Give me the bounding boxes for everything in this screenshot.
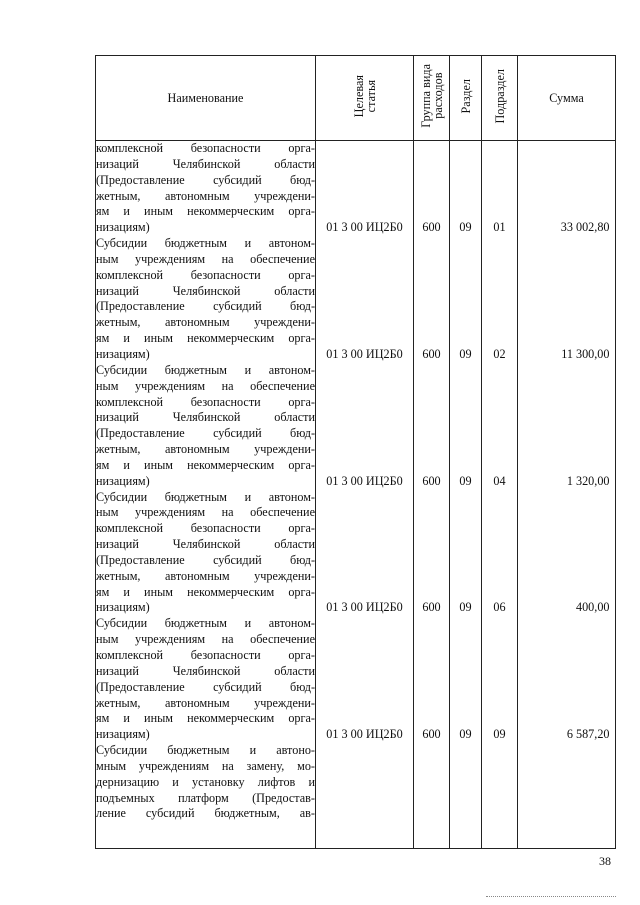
name-line: низаций Челябинской области: [96, 410, 315, 425]
name-line: ным учреждениям на обеспечение: [96, 505, 315, 520]
name-line: (Предоставление субсидий бюд-: [96, 679, 315, 694]
name-line: ям и иным некоммерческим орга-: [96, 711, 315, 726]
name-line: комплексной безопасности орга-: [96, 521, 315, 536]
row-group-value: 600: [422, 600, 441, 615]
name-line: низаций Челябинской области: [96, 283, 315, 298]
name-line: ям и иным некоммерческим орга-: [96, 457, 315, 472]
name-line: Субсидии бюджетным и автоном-: [96, 616, 315, 631]
name-line: Субсидии бюджетным и автоно-: [96, 743, 315, 758]
name-line: низациям): [96, 600, 150, 615]
name-line: низаций Челябинской области: [96, 156, 315, 171]
row-subsection-value: 09: [493, 727, 506, 742]
row-sum-value: 1 320,00: [566, 473, 610, 488]
name-line: низациям): [96, 346, 150, 361]
row-section-value: 09: [459, 346, 472, 361]
name-line: (Предоставление субсидий бюд-: [96, 172, 315, 187]
row-target-value: 01 3 00 ИЦ2Б0: [326, 220, 403, 235]
row-sum-value: 400,00: [575, 600, 610, 615]
row-section-value: 09: [459, 220, 472, 235]
name-line: (Предоставление субсидий бюд-: [96, 426, 315, 441]
name-line: жетным, автономным учреждени-: [96, 442, 315, 457]
name-line: комплексной безопасности орга-: [96, 648, 315, 662]
header-sum: Сумма: [518, 56, 616, 141]
row-target-value: 01 3 00 ИЦ2Б0: [326, 727, 403, 742]
row-group-value: 600: [422, 220, 441, 235]
row-group-value: 600: [422, 346, 441, 361]
header-target-article: Целевая статья: [316, 56, 414, 141]
name-line: жетным, автономным учреждени-: [96, 315, 315, 330]
header-section: Раздел: [450, 56, 482, 141]
row-subsection-value: 06: [493, 600, 506, 615]
row-section-value: 09: [459, 473, 472, 488]
page-number: 38: [599, 854, 611, 868]
header-expense-group: Группа вида расходов: [414, 56, 450, 141]
name-line: ным учреждениям на обеспечение: [96, 632, 315, 647]
name-line: подъемных платформ (Предостав-: [96, 790, 315, 805]
name-line: низаций Челябинской области: [96, 537, 315, 552]
row-subsection-value: 01: [493, 220, 506, 235]
row-target-value: 01 3 00 ИЦ2Б0: [326, 473, 403, 488]
row-section-value: 09: [459, 727, 472, 742]
name-line: жетным, автономным учреждени-: [96, 695, 315, 710]
row-target-value: 01 3 00 ИЦ2Б0: [326, 346, 403, 361]
row-sum-value: 6 587,20: [566, 727, 610, 742]
name-line: комплексной безопасности орга-: [96, 394, 315, 409]
name-line: ным учреждениям на обеспечение: [96, 378, 315, 393]
row-sum-value: 33 002,80: [560, 220, 610, 235]
name-line: низациям): [96, 220, 150, 235]
header-subsection: Подраздел: [482, 56, 518, 141]
header-name: Наименование: [96, 56, 316, 141]
row-group-value: 600: [422, 473, 441, 488]
name-line: жетным, автономным учреждени-: [96, 188, 315, 203]
row-sum-value: 11 300,00: [561, 346, 610, 361]
row-subsection-value: 04: [493, 473, 506, 488]
name-line: ям и иным некоммерческим орга-: [96, 331, 315, 346]
name-line: Субсидии бюджетным и автоном-: [96, 489, 315, 504]
row-subsection-value: 02: [493, 346, 506, 361]
name-line: комплексной безопасности орга-: [96, 141, 315, 155]
name-line: (Предоставление субсидий бюд-: [96, 552, 315, 567]
name-line: низациям): [96, 473, 150, 488]
name-line: Субсидии бюджетным и автоном-: [96, 236, 315, 251]
name-column: [96, 141, 316, 849]
name-line: Субсидии бюджетным и автоном-: [96, 362, 315, 377]
row-section-value: 09: [459, 600, 472, 615]
name-line: дернизацию и установку лифтов и: [96, 774, 315, 789]
name-line: ление субсидий бюджетным, ав-: [96, 806, 315, 821]
row-group-value: 600: [422, 727, 441, 742]
name-line: ям и иным некоммерческим орга-: [96, 204, 315, 219]
footer-rule: [486, 896, 616, 897]
name-line: мным учреждениям на замену, мо-: [96, 758, 315, 773]
name-line: ям и иным некоммерческим орга-: [96, 584, 315, 599]
table-header-row: [96, 56, 616, 141]
name-line: комплексной безопасности орга-: [96, 267, 315, 282]
name-line: жетным, автономным учреждени-: [96, 568, 315, 583]
name-line: низациям): [96, 727, 150, 742]
row-target-value: 01 3 00 ИЦ2Б0: [326, 600, 403, 615]
name-line: (Предоставление субсидий бюд-: [96, 299, 315, 314]
name-line: ным учреждениям на обеспечение: [96, 251, 315, 266]
name-line: низаций Челябинской области: [96, 663, 315, 678]
